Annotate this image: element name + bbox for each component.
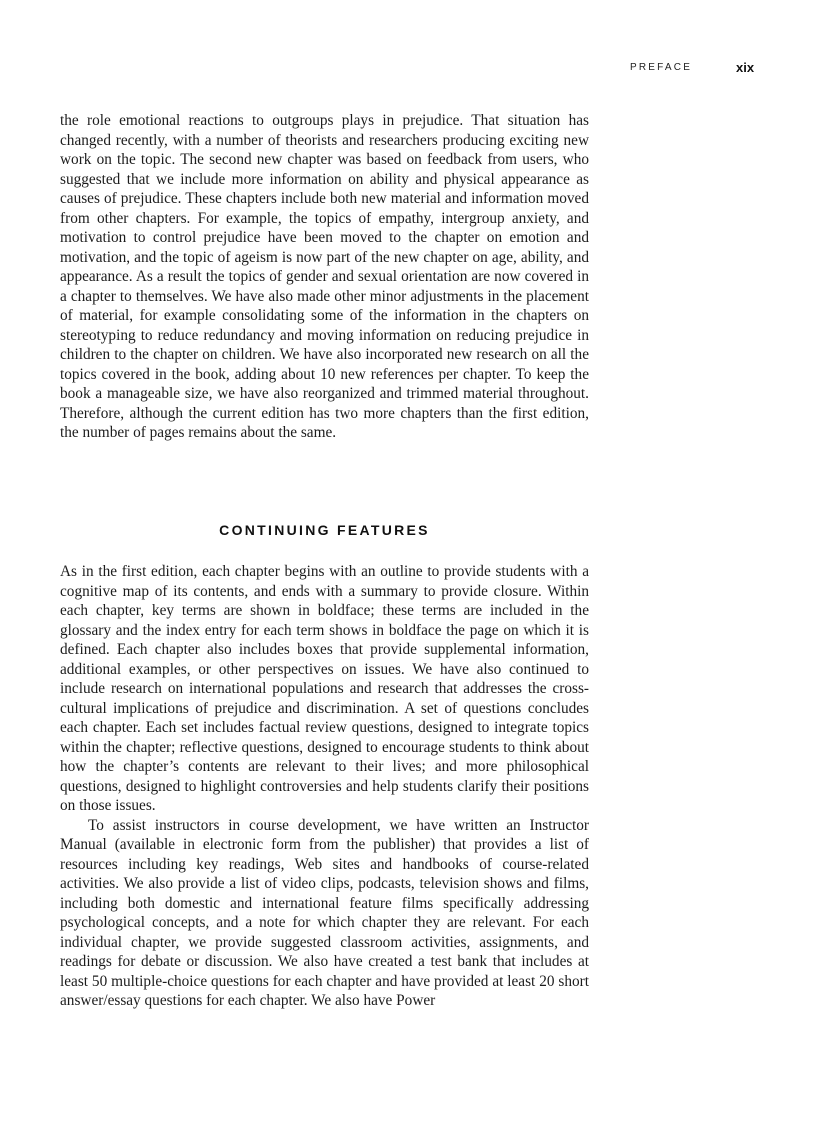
body-paragraph: To assist instructors in course development, we have written an Instructor Manual (available in electronic form from the publisher) that provides a list of resources including key readings, Web sites and handbooks of course-related activities. We also provide a list of video clips, podcasts, television shows and films, including both domestic and international feature films specifically addressing psychological concepts, and a note for which chapter they are relevant. For each individual chapter, we provide suggested classroom activities, assignments, and readings for debate or discussion. We also have created a test bank that includes at least 50 multiple-choice questions for each chapter and have provided at least 20 short answer/essay questions for each chapter. We also have Power: [60, 816, 589, 1009]
running-head-section: PREFACE: [630, 62, 693, 73]
intro-paragraph: the role emotional reactions to outgroups plays in prejudice. That situation has changed recently, with a number of theorists and researchers producing exciting new work on the topic. The second new chapter was based on feedback from users, who suggested that we include more information on ability and physical appearance as causes of prejudice. These chapters include both new material and information moved from other chapters. For example, the topics of empathy, intergroup anxiety, and motivation to control prejudice have been moved to the chapter on emotion and motivation, and the topic of ageism is now part of the new chapter on age, ability, and appearance. As a result the topics of gender and sexual orientation are now covered in a chapter to themselves. We have also made other minor adjustments in the placement of material, for example consolidating some of the information in the chapters on stereotyping to reduce redundancy and moving information on reducing prejudice in children to the chapter on children. We have also incorporated new research on all the topics covered in the book, adding about 10 new references per chapter. To keep the book a manageable size, we have also reorganized and trimmed material throughout. Therefore, although the current edition has two more chapters than the first edition, the number of pages remains about the same.: [60, 112, 589, 441]
intro-text-block: [60, 111, 589, 443]
page-number: xix: [736, 60, 755, 75]
running-head: [0, 60, 816, 80]
section-heading-continuing-features: CONTINUING FEATURES: [219, 522, 430, 538]
body-paragraph: As in the first edition, each chapter begins with an outline to provide students with a cognitive map of its contents, and ends with a summary to provide closure. Within each chapter, key terms are shown in boldface; these terms are included in the glossary and the index entry for each term shows in boldface the page on which it is defined. Each chapter also includes boxes that provide supplemental information, additional examples, or other perspectives on issues. We have also continued to include research on international populations and research that addresses the cross-cultural implications of prejudice and discrimination. A set of questions concludes each chapter. Each set includes factual review questions, designed to integrate topics within the chapter; reflective questions, designed to encourage students to think about how the chapter’s contents are relevant to their lives; and more philosophical questions, designed to highlight controversies and help students clarify their positions on those issues.: [60, 563, 589, 814]
continuing-features-text-block: [60, 562, 589, 1011]
